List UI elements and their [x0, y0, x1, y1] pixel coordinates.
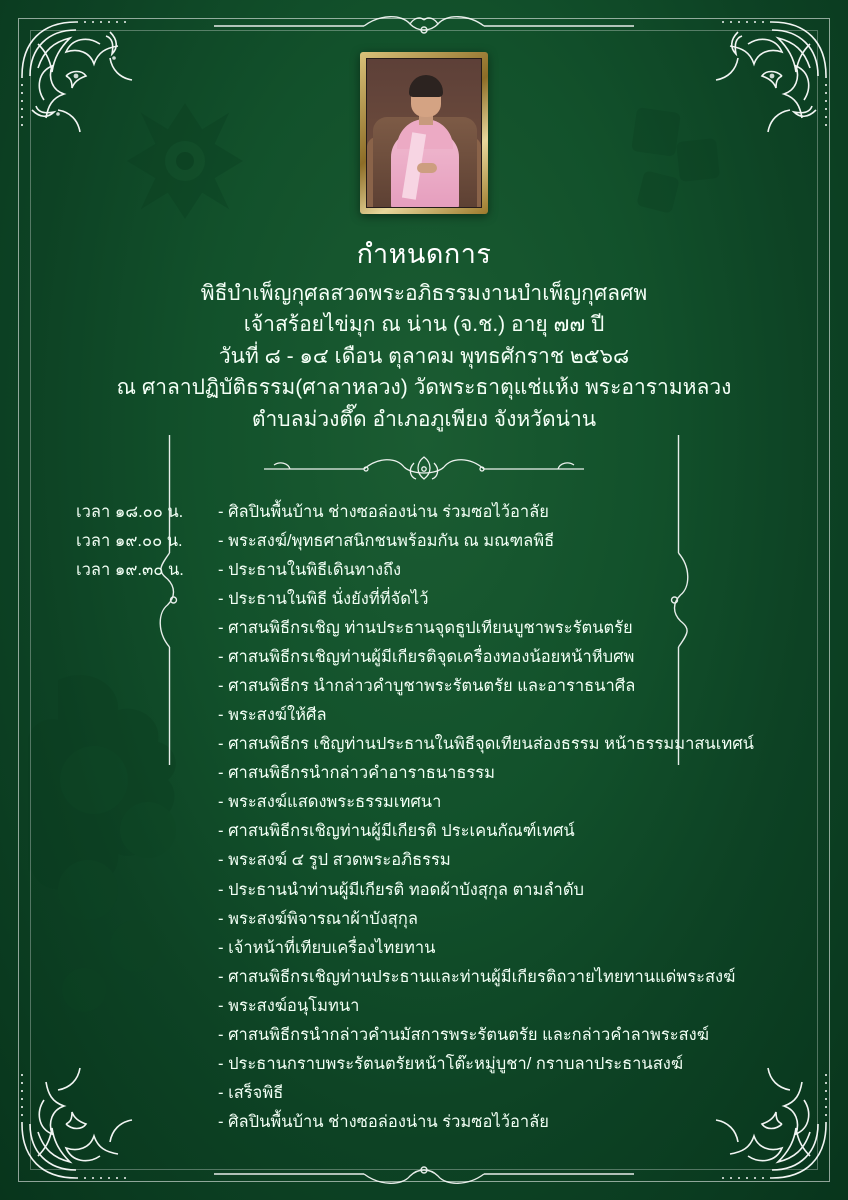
list-item [76, 555, 784, 584]
ornamental-divider [254, 451, 594, 487]
list-item [76, 584, 784, 613]
schedule-activity: - ศาสนพิธีกรเชิญท่านประธานและท่านผู้มีเกียรติถวายไทยทานแด่พระสงฆ์ [218, 967, 736, 986]
schedule-activity: - พระสงฆ์แสดงพระธรรมเทศนา [218, 793, 442, 812]
page-title: กำหนดการ [356, 239, 492, 269]
list-item [76, 672, 784, 701]
list-item [76, 933, 784, 962]
list-item [76, 904, 784, 933]
schedule-time: เวลา ๑๙.๓๐ น. [76, 560, 184, 579]
list-item [76, 846, 784, 875]
portrait-frame [360, 52, 488, 214]
list-item [76, 730, 784, 759]
schedule-activity: - ประธานในพิธีเดินทางถึง [218, 560, 402, 579]
list-item [76, 643, 784, 672]
list-item [76, 1078, 784, 1107]
schedule-activity: - พระสงฆ์/พุทธศาสนิกชนพร้อมกัน ณ มณฑลพิธี [218, 531, 555, 550]
schedule-activity: - ประธานในพิธี นั่งยังที่ที่จัดไว้ [218, 589, 429, 608]
list-item [76, 613, 784, 642]
list-item [76, 991, 784, 1020]
schedule-activity: - เสร็จพิธี [218, 1083, 284, 1102]
schedule-activity: - ประธานกราบพระรัตนตรัยหน้าโต๊ะหมู่บูชา/ กราบลาประธานสงฆ์ [218, 1054, 684, 1073]
list-item [76, 788, 784, 817]
list-item [76, 526, 784, 555]
schedule-activity: - ศิลปินพื้นบ้าน ช่างซอล่องน่าน ร่วมซอไว้อาลัย [218, 1113, 549, 1131]
schedule-activity: - ศาสนพิธีกรเชิญท่านผู้มีเกียรติจุดเครื่องทองน้อยหน้าหีบศพ [218, 648, 635, 666]
schedule-activity: - ศาสนพิธีกรเชิญ ท่านประธานจุดธูปเทียนบูชาพระรัตนตรัย [218, 618, 633, 637]
schedule-activity: - พระสงฆ์อนุโมทนา [218, 996, 360, 1015]
list-item [76, 497, 784, 526]
schedule-activity: - พระสงฆ์ ๔ รูป สวดพระอภิธรรม [218, 851, 451, 870]
schedule-time: เวลา ๑๘.๐๐ น. [76, 502, 184, 521]
list-item [76, 817, 784, 846]
list-item [76, 759, 784, 788]
subtitle-line-3: วันที่ ๘ - ๑๔ เดือน ตุลาคม พุทธศักราช ๒๕๖๘ [218, 344, 630, 368]
schedule-activity: - ศาสนพิธีกรนำกล่าวคำอาราธนาธรรม [218, 764, 496, 783]
list-item [76, 875, 784, 904]
subtitle-line-5: ตำบลม่วงตึ๊ด อำเภอภูเพียง จังหวัดน่าน [251, 407, 597, 431]
list-item [76, 962, 784, 991]
portrait-photo [366, 58, 482, 208]
schedule-activity: - ศาสนพิธีกรนำกล่าวคำนมัสการพระรัตนตรัย และกล่าวคำลาพระสงฆ์ [218, 1025, 709, 1044]
schedule-activity: - เจ้าหน้าที่เทียบเครื่องไทยทาน [218, 938, 436, 957]
schedule-activity: - ศาสนพิธีกร นำกล่าวคำบูชาพระรัตนตรัย และอาราธนาศีล [218, 677, 636, 696]
schedule-activity: - ประธานนำท่านผู้มีเกียรติ ทอดผ้าบังสุกุล ตามลำดับ [218, 880, 585, 899]
list-item [76, 1020, 784, 1049]
schedule-activity: - พระสงฆ์ให้ศีล [218, 706, 327, 725]
schedule-activity: - พระสงฆ์พิจารณาผ้าบังสุกุล [218, 909, 418, 928]
schedule-activity: - ศาสนพิธีกร เชิญท่านประธานในพิธีจุดเทียนส่องธรรม หน้าธรรมมาสนเทศน์ [218, 735, 754, 754]
list-item [76, 701, 784, 730]
schedule-activity: - ศิลปินพื้นบ้าน ช่างซอล่องน่าน ร่วมซอไว้อาลัย [218, 502, 549, 521]
list-item [76, 1137, 784, 1140]
schedule-list [64, 497, 784, 1139]
schedule-activity: - ศาสนพิธีกรเชิญท่านผู้มีเกียรติ ประเคนกัณฑ์เทศน์ [218, 822, 575, 841]
subtitle-line-2: เจ้าสร้อยไข่มุก ณ น่าน (จ.ช.) อายุ ๗๗ ปี [243, 313, 605, 337]
subtitle-line-1: พิธีบำเพ็ญกุศลสวดพระอภิธรรมงานบำเพ็ญกุศลศพ [200, 282, 648, 305]
list-item [76, 1049, 784, 1078]
subtitle-line-4: ณ ศาลาปฏิบัติธรรม(ศาลาหลวง) วัดพระธาตุแช่แห้ง พระอารามหลวง [116, 376, 732, 400]
list-item [76, 1108, 784, 1137]
schedule-time: เวลา ๑๙.๐๐ น. [76, 531, 183, 550]
subtitle-block [64, 279, 784, 435]
